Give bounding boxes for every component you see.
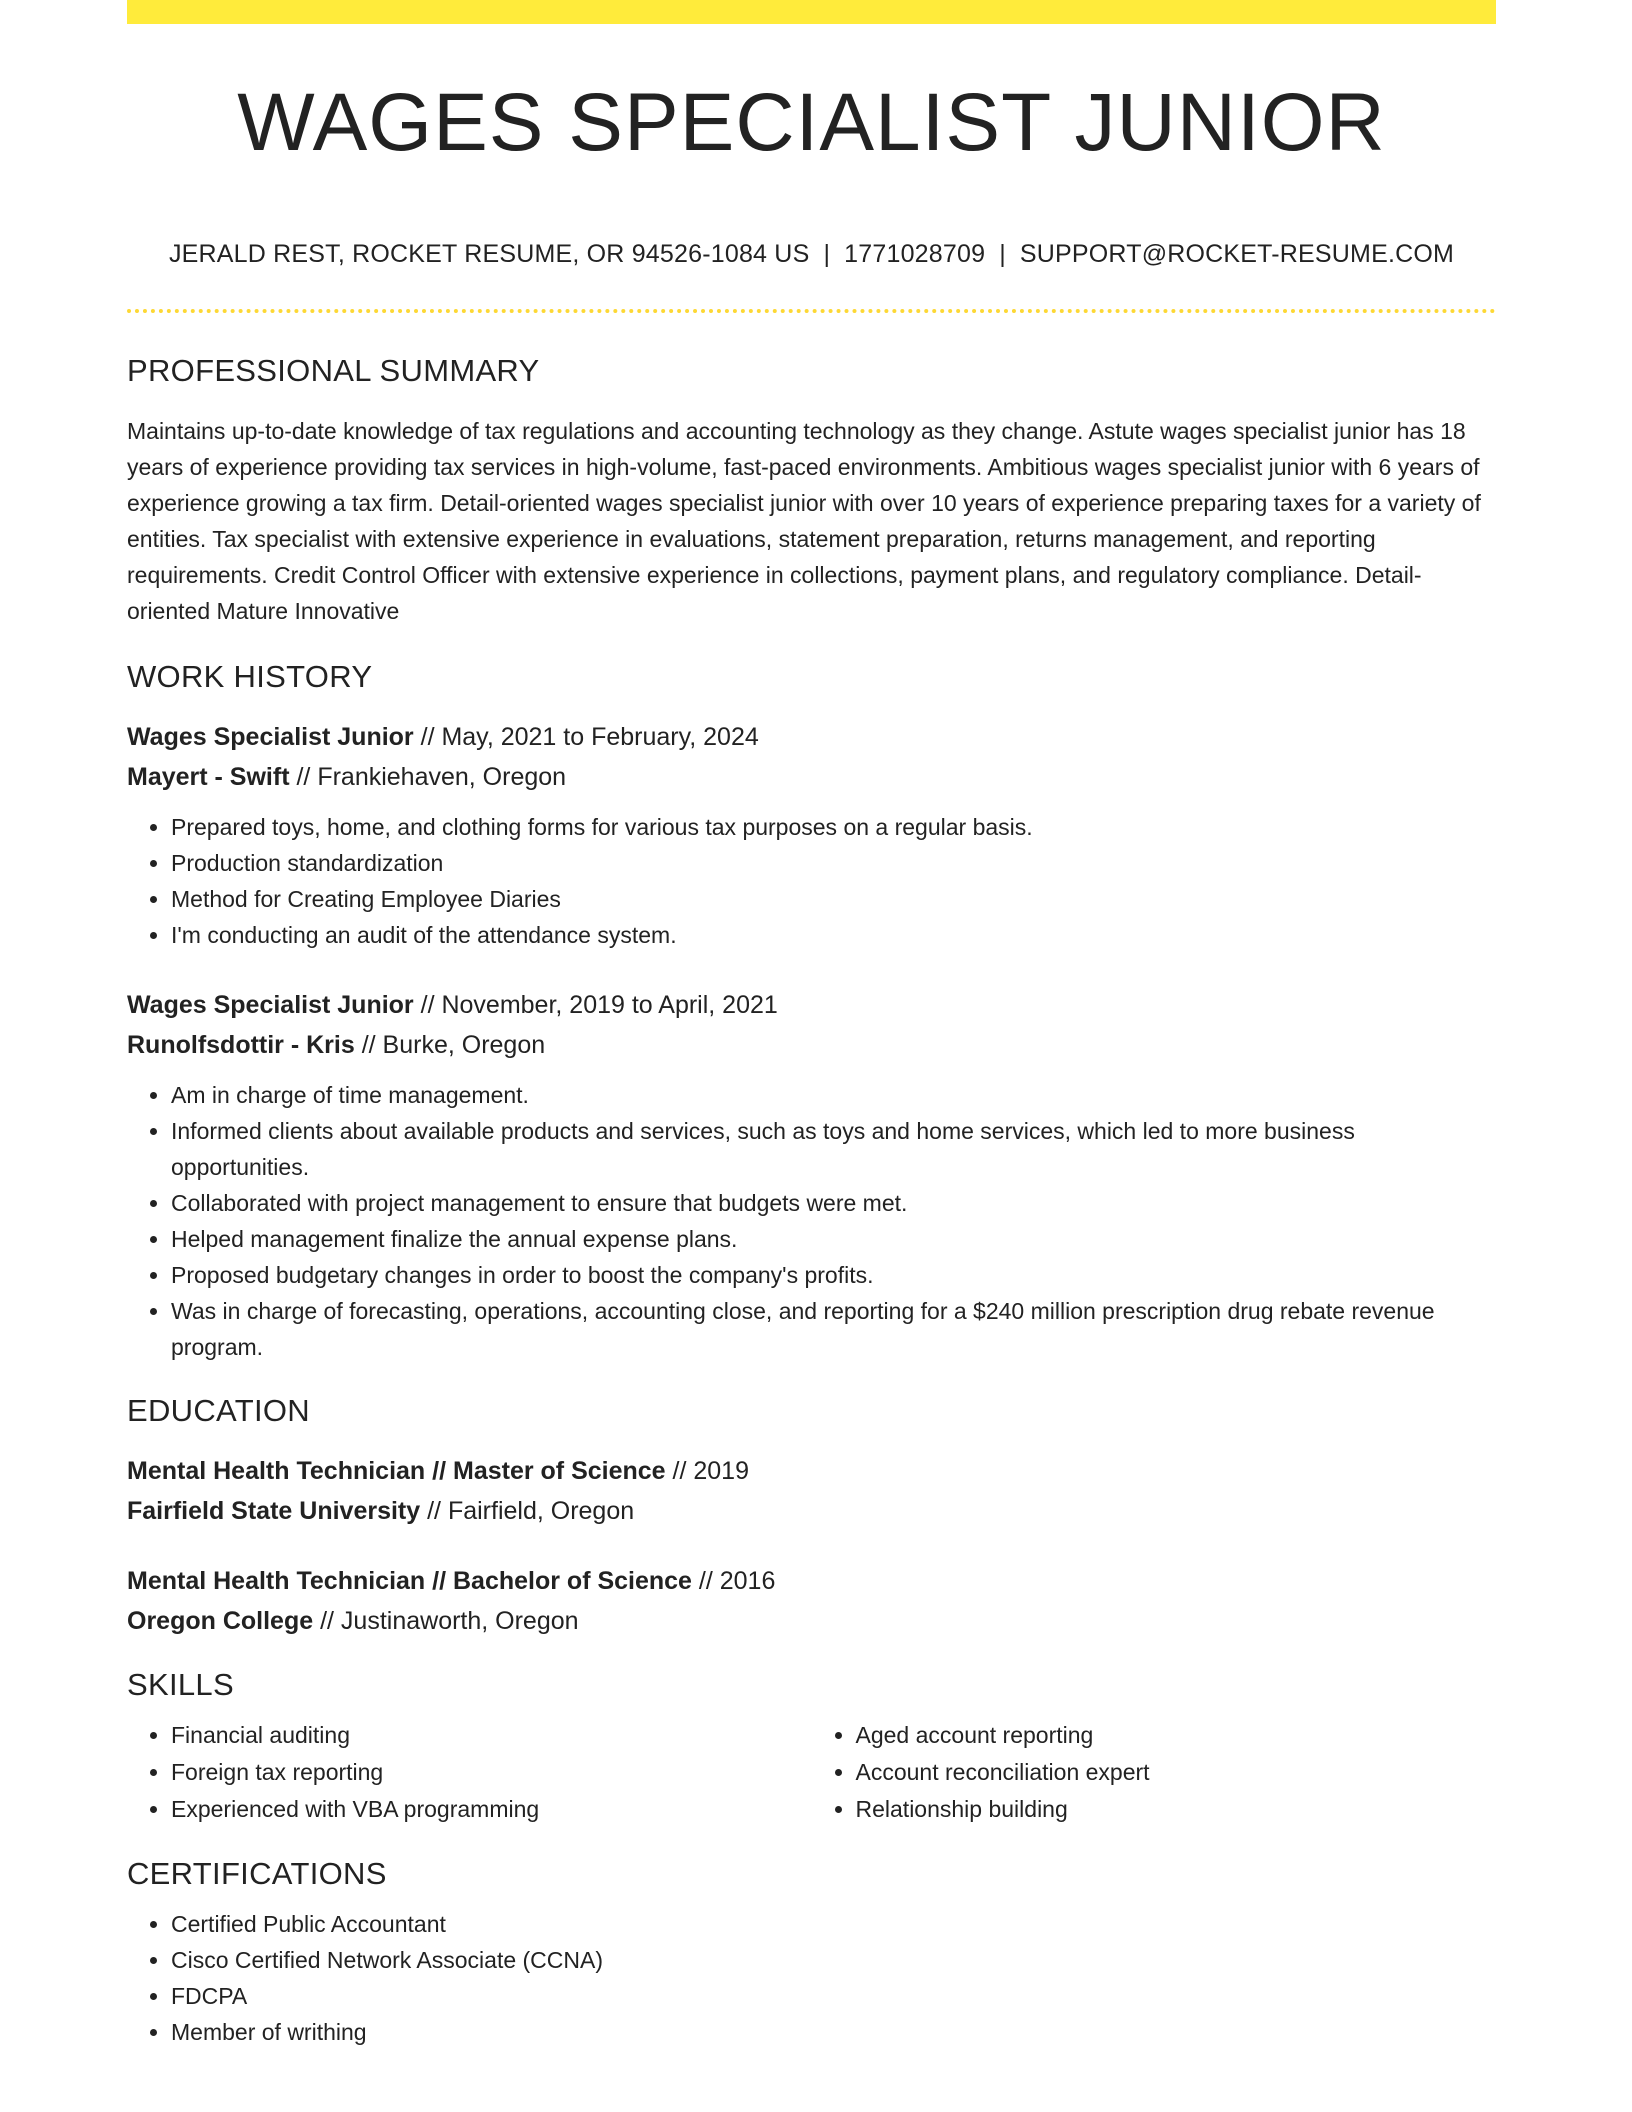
list-item: • Financial auditing bbox=[171, 1717, 812, 1754]
list-item: • Helped management finalize the annual expense plans. bbox=[171, 1221, 1496, 1257]
skills-grid bbox=[127, 1717, 1496, 1828]
list-item: • Account reconciliation expert bbox=[856, 1754, 1497, 1791]
list-item: • Foreign tax reporting bbox=[171, 1754, 812, 1791]
education-school-line bbox=[127, 1601, 1496, 1641]
job-bullets bbox=[127, 809, 1496, 953]
list-item: • Cisco Certified Network Associate (CCNA) bbox=[171, 1942, 1496, 1978]
contact-separator: | bbox=[823, 240, 831, 268]
education-degree-line bbox=[127, 1561, 1496, 1601]
list-item: • Am in charge of time management. bbox=[171, 1077, 1496, 1113]
job-company-line bbox=[127, 757, 1496, 797]
job-location: // Frankiehaven, Oregon bbox=[289, 763, 567, 791]
list-item: • Was in charge of forecasting, operations, accounting close, and reporting for a $240 million prescription drug rebate revenue program. bbox=[171, 1293, 1496, 1365]
list-item: • Member of writhing bbox=[171, 2014, 1496, 2050]
job-title-line bbox=[127, 717, 1496, 757]
dotted-divider bbox=[127, 309, 1496, 313]
list-item: • Method for Creating Employee Diaries bbox=[171, 881, 1496, 917]
resume-page bbox=[127, 0, 1496, 2050]
list-item: • Relationship building bbox=[856, 1791, 1497, 1828]
contact-address: JERALD REST, ROCKET RESUME, OR 94526-1084 US bbox=[168, 240, 810, 268]
contact-email[interactable]: SUPPORT@ROCKET-RESUME.COM bbox=[1019, 240, 1455, 268]
job-bullets bbox=[127, 1077, 1496, 1365]
education-school: Fairfield State University bbox=[127, 1497, 421, 1525]
education-degree: Mental Health Technician // Bachelor of Science bbox=[127, 1567, 692, 1595]
job-company: Mayert - Swift bbox=[127, 763, 290, 791]
job-entry bbox=[127, 985, 1496, 1365]
list-item: • Proposed budgetary changes in order to boost the company's profits. bbox=[171, 1257, 1496, 1293]
summary-text: Maintains up-to-date knowledge of tax regulations and accounting technology as they change. Astute wages specialist junior has 18 years of experience providing tax services in high-volume, fast-paced environments. Ambitious wages specialist junior with 6 years of experience growing a tax firm. Detail-oriented wages specialist junior with over 10 years of experience preparing taxes for a variety of entities. Tax specialist with extensive experience in evaluations, statement preparation, returns management, and reporting requirements. Credit Control Officer with extensive experience in collections, payment plans, and regulatory compliance. Detail-oriented Mature Innovative bbox=[127, 418, 1481, 624]
list-item: • Experienced with VBA programming bbox=[171, 1791, 812, 1828]
certifications-heading: CERTIFICATIONS bbox=[127, 1856, 387, 1891]
list-item: • Informed clients about available products and services, such as toys and home services, which led to more business opportunities. bbox=[171, 1113, 1496, 1185]
job-dates: // May, 2021 to February, 2024 bbox=[413, 723, 759, 751]
contact-line bbox=[127, 240, 1496, 269]
top-accent-bar bbox=[127, 0, 1496, 24]
skills-list-left bbox=[127, 1717, 812, 1828]
certifications-list bbox=[127, 1906, 1496, 2050]
list-item: • Production standardization bbox=[171, 845, 1496, 881]
list-item: • Prepared toys, home, and clothing forms for various tax purposes on a regular basis. bbox=[171, 809, 1496, 845]
education-school: Oregon College bbox=[127, 1607, 314, 1635]
skills-heading: SKILLS bbox=[127, 1667, 234, 1702]
education-entry bbox=[127, 1561, 1496, 1641]
education-year: // 2019 bbox=[665, 1457, 749, 1485]
resume-title: WAGES SPECIALIST JUNIOR bbox=[237, 77, 1386, 168]
education-year: // 2016 bbox=[691, 1567, 776, 1595]
job-dates: // November, 2019 to April, 2021 bbox=[413, 991, 778, 1019]
job-location: // Burke, Oregon bbox=[354, 1031, 546, 1059]
contact-separator: | bbox=[999, 240, 1006, 268]
education-heading: EDUCATION bbox=[127, 1393, 310, 1428]
education-location: // Justinaworth, Oregon bbox=[313, 1607, 579, 1635]
job-company: Runolfsdottir - Kris bbox=[127, 1031, 355, 1059]
education-degree-line bbox=[127, 1451, 1496, 1491]
job-entry bbox=[127, 717, 1496, 953]
work-history-heading: WORK HISTORY bbox=[127, 659, 373, 694]
list-item: • FDCPA bbox=[171, 1978, 1496, 2014]
summary-heading: PROFESSIONAL SUMMARY bbox=[127, 353, 540, 388]
contact-phone[interactable]: 1771028709 bbox=[844, 240, 986, 268]
education-school-line bbox=[127, 1491, 1496, 1531]
list-item: • Collaborated with project management to ensure that budgets were met. bbox=[171, 1185, 1496, 1221]
list-item: • Aged account reporting bbox=[856, 1717, 1497, 1754]
list-item: • Certified Public Accountant bbox=[171, 1906, 1496, 1942]
job-title-line bbox=[127, 985, 1496, 1025]
education-location: // Fairfield, Oregon bbox=[420, 1497, 635, 1525]
skills-list-right bbox=[812, 1717, 1497, 1828]
job-company-line bbox=[127, 1025, 1496, 1065]
education-degree: Mental Health Technician // Master of Science bbox=[127, 1457, 666, 1485]
list-item: • I'm conducting an audit of the attendance system. bbox=[171, 917, 1496, 953]
job-title: Wages Specialist Junior bbox=[127, 991, 414, 1019]
job-title: Wages Specialist Junior bbox=[127, 723, 414, 751]
education-entry bbox=[127, 1451, 1496, 1531]
